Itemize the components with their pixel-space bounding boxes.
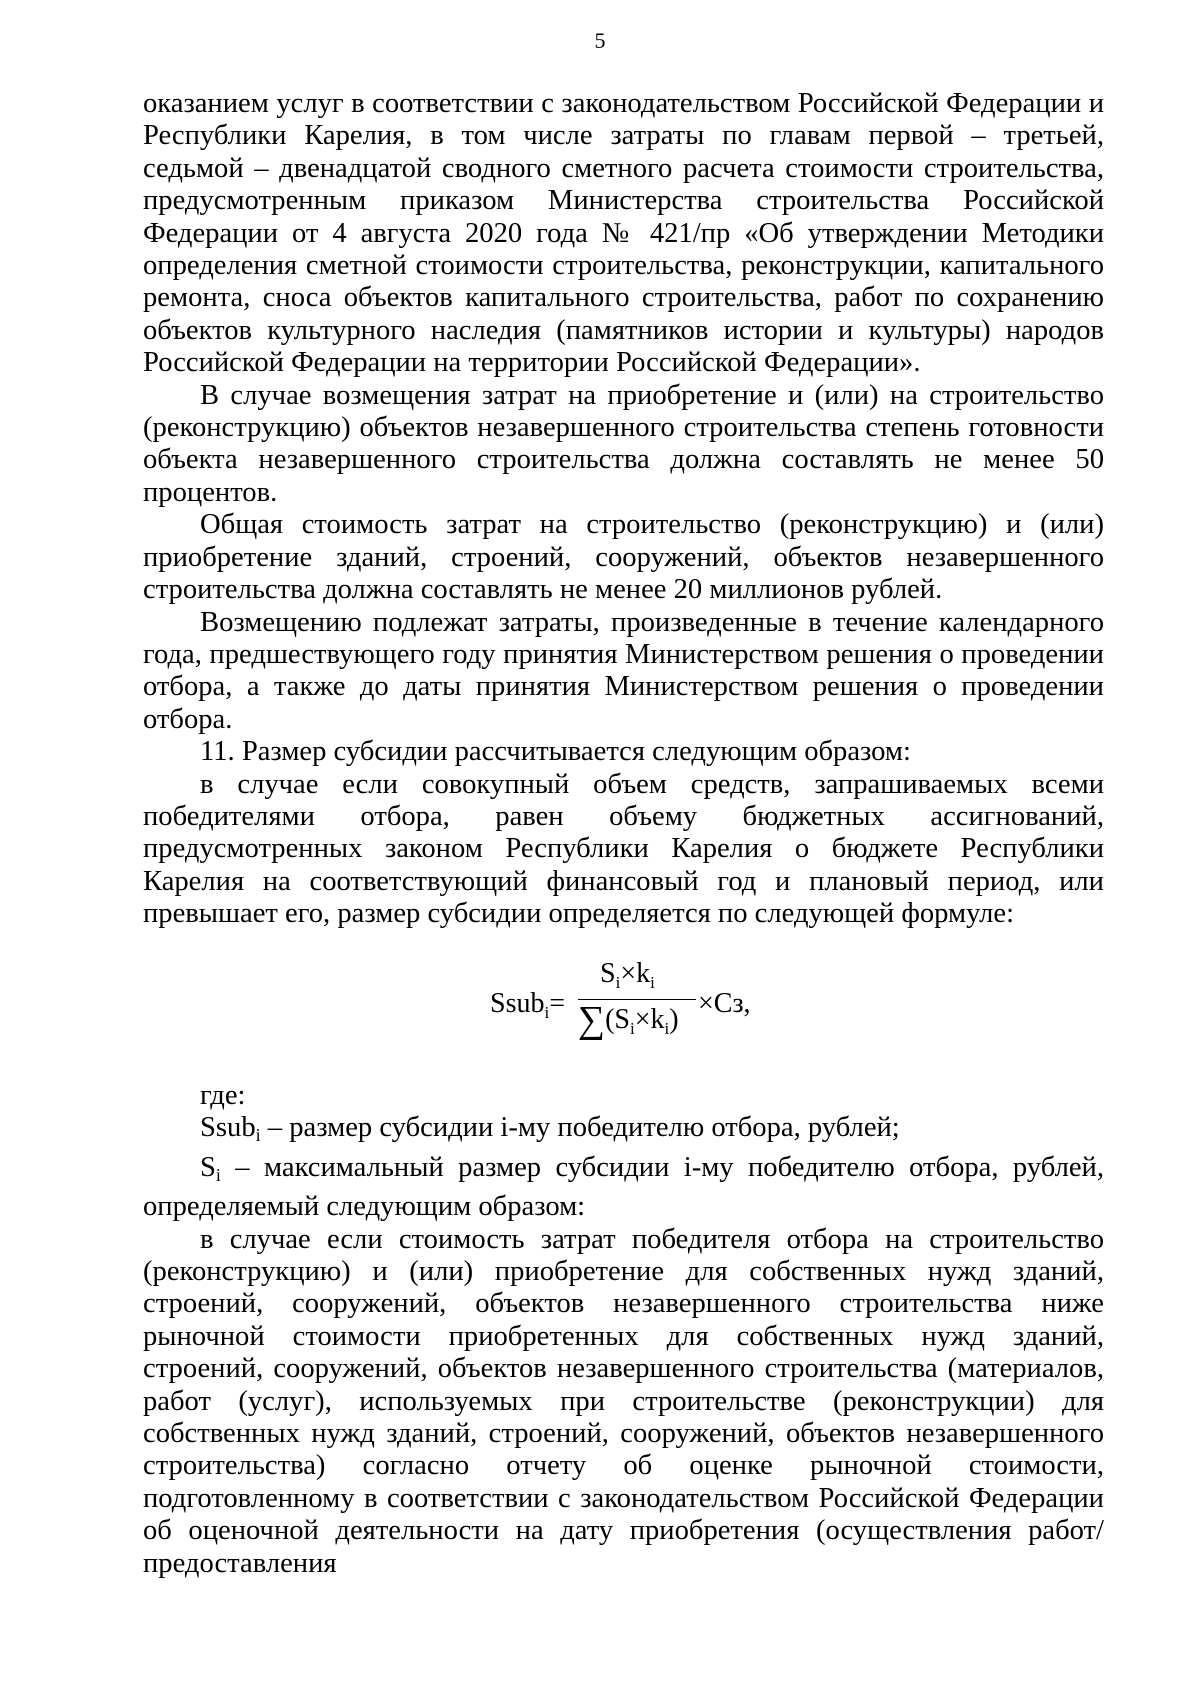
formula-rhs: ×Сз, [698, 988, 751, 1019]
formula-denominator: $\sum(S_i\times k_i)$ [578, 999, 679, 1041]
definition-ssub: Ssubi – размер субсидии i-му победителю отбора, рублей; [200, 1112, 900, 1146]
formula-lhs: Ssub$_i$= [490, 988, 565, 1022]
subsidy-formula [490, 960, 790, 1050]
page-number: 5 [594, 28, 606, 53]
paragraph-continuation: оказанием услуг в соответствии с законодательством Российской Федерации и Республики Карелия, в том числе затраты по главам первой – третьей, седьмой – двенадцатой сводного сметного расчета стоимости строительства, предусмотренным приказом Министерства строительства Российской Федерации от 4 августа 2020 года № 421/пр «Об утверждении Методики определения сметной стоимости строительства, реконструкции, капитального ремонта, сноса объектов капитального строительства, работ по сохранению объектов культурного наследия (памятников истории и культуры) народов Российской Федерации на территории Российской Федерации». [143, 88, 1104, 379]
sigma-symbol: ∑ [578, 999, 606, 1041]
paragraph-formula-condition: в случае если совокупный объем средств, запрашиваемых всеми победителями отбора, равен объему бюджетных ассигнований, предусмотренных законом Республики Карелия о бюджете Республики Карелия на соответствующий финансовый год и плановый период, или превышает его, размер субсидии определяется по следующей формуле: [143, 768, 1104, 930]
main-text-top [143, 88, 1104, 931]
paragraph-market-value-condition: в случае если стоимость затрат победителя отбора на строительство (реконструкцию) и (или) приобретение для собственных нужд зданий, строений, сооружений, объектов незавершенного строительства ниже рыночной стоимости приобретенных для собственных нужд зданий, строений, сооружений, объектов незавершенного строительства (материалов, работ (услуг), используемых при строительстве (реконструкции) для собственных нужд зданий, строений, сооружений, объектов незавершенного строительства) согласно отчету об оценке рыночной стоимости, подготовленному в соответствии с законодательством Российской Федерации об оценочной деятельности на дату приобретения (осуществления работ/предоставления [143, 1223, 1104, 1579]
definition-s: Si – максимальный размер субсидии i-му победителю отбора, рублей, определяемый следующим образом: [143, 1151, 1104, 1223]
paragraph-reimbursable-costs: Возмещению подлежат затраты, произведенные в течение календарного года, предшествующего году принятия Министерством решения о проведении отбора, а также до даты принятия Министерством решения о проведении отбора. [143, 606, 1104, 735]
paragraph-total-cost: Общая стоимость затрат на строительство (реконструкцию) и (или) приобретение зданий, строений, сооружений, объектов незавершенного строительства должна составлять не менее 20 миллионов рублей. [143, 509, 1104, 606]
paragraph-readiness-requirement: В случае возмещения затрат на приобретение и (или) на строительство (реконструкцию) объектов незавершенного строительства степень готовности объекта незавершенного строительства должна составлять не менее 50 процентов. [143, 379, 1104, 508]
paragraph-clause-11: 11. Размер субсидии рассчитывается следующим образом: [200, 736, 911, 768]
formula-numerator: $S_i\times k_i$ [600, 958, 655, 992]
where-label: где: [200, 1080, 246, 1111]
main-text-bottom [143, 1080, 1104, 1580]
